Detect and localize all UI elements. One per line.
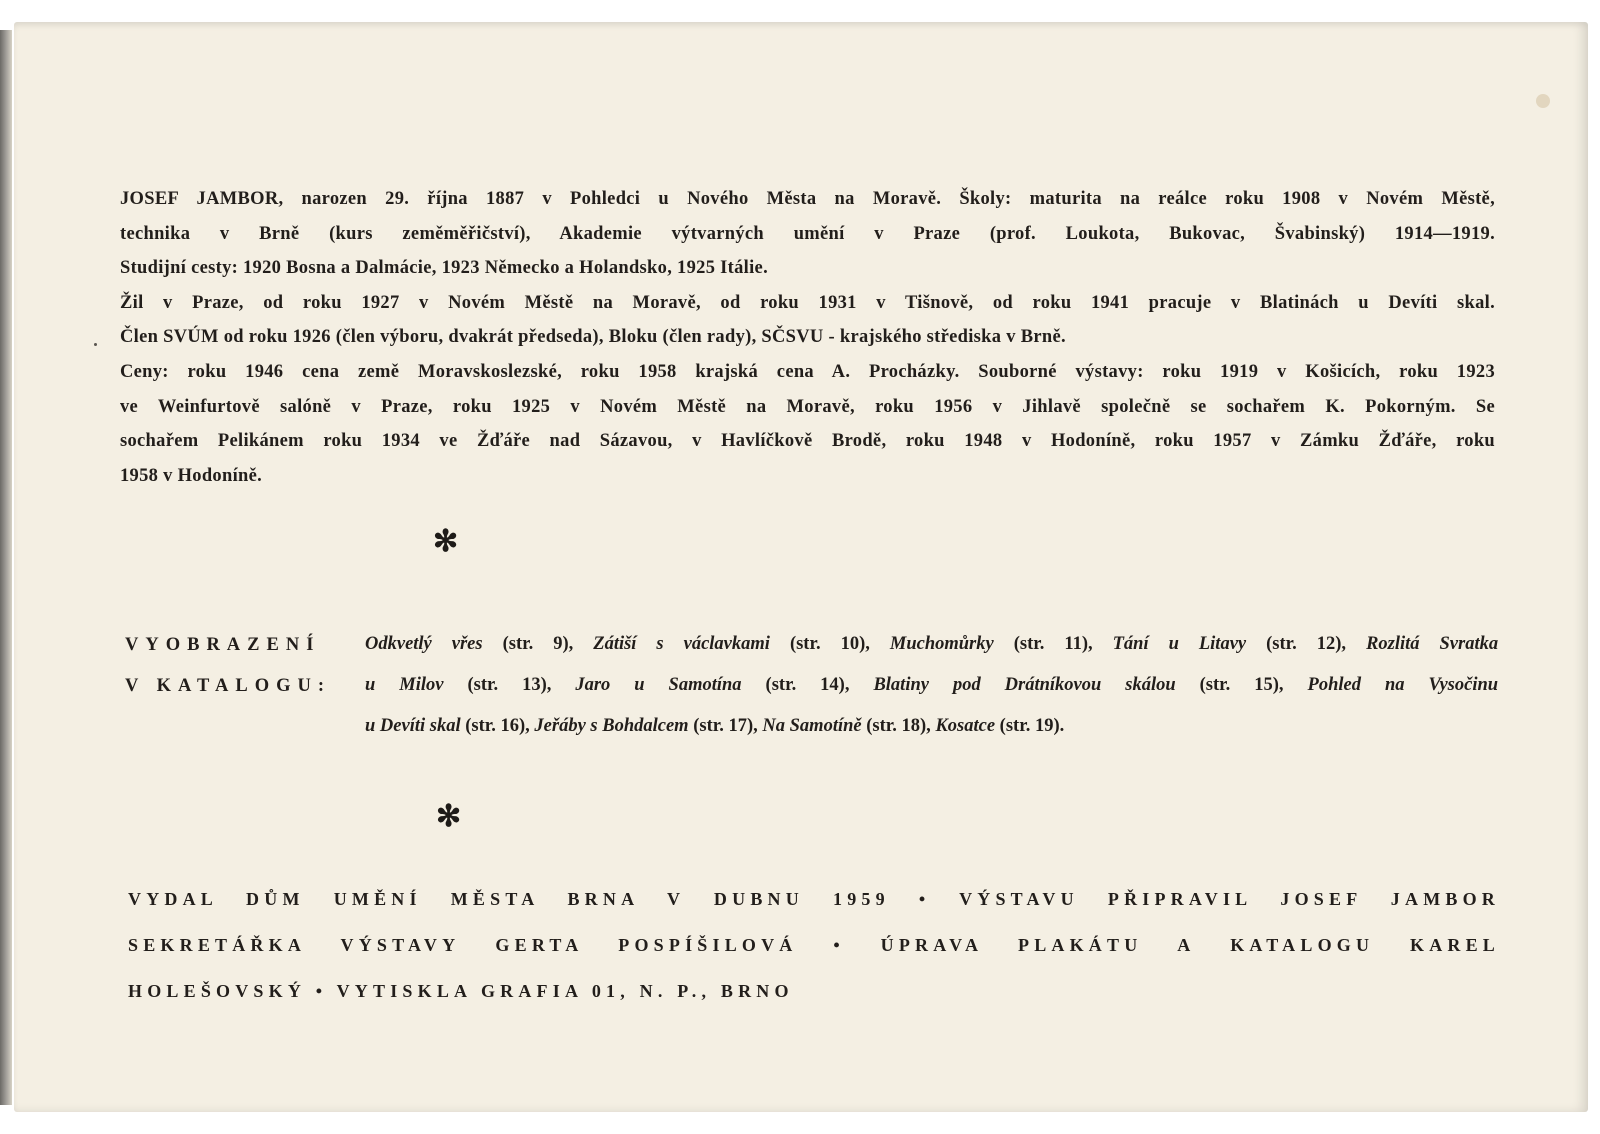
artwork-title: Odkvetlý vřes bbox=[365, 634, 483, 654]
bio-line: 1958 v Hodoníně. bbox=[120, 465, 263, 486]
bio-line: Studijní cesty: 1920 Bosna a Dalmácie, 1923 Německo a Holandsko, 1925 Itálie. bbox=[120, 258, 768, 279]
bio-line: sochařem Pelikánem roku 1934 ve Žďáře nad Sázavou, v Havlíčkově Brodě, roku 1948 v Hodoníně, roku 1957 v Zámku Žďáře, roku bbox=[120, 431, 1495, 452]
artwork-page: (str. 17), bbox=[693, 716, 758, 736]
artwork-title: Muchomůrky bbox=[889, 634, 994, 654]
artwork-page: (str. 13), bbox=[467, 675, 552, 695]
artwork-page: (str. 16), bbox=[465, 716, 530, 736]
bio-line: Ceny: roku 1946 cena země Moravskoslezské, roku 1958 krajská cena A. Procházky. Souborné výstavy: roku 1919 v Košicích, roku 1923 bbox=[120, 361, 1495, 382]
artwork-page: (str. 11), bbox=[1013, 634, 1093, 654]
artwork-page: (str. 9), bbox=[502, 634, 574, 654]
catalog-label bbox=[125, 625, 331, 707]
artwork-title: Blatiny pod Drátníkovou skálou bbox=[873, 675, 1176, 695]
colophon-line: HOLEŠOVSKÝ • VYTISKLA GRAFIA 01, N. P., BRNO bbox=[128, 981, 794, 1001]
bio-line: technika v Brně (kurs zeměměřičství), Akademie výtvarných umění v Praze (prof. Loukota, Bukovac, Švabinský) 1914—1919. bbox=[120, 223, 1495, 244]
catalog-line bbox=[365, 624, 1498, 665]
artwork-title: Zátiší s václavkami bbox=[593, 634, 770, 654]
bio-line: ve Weinfurtově salóně v Praze, roku 1925 v Novém Městě na Moravě, roku 1956 v Jihlavě společně se sochařem K. Pokorným. Se bbox=[120, 396, 1495, 417]
artwork-title: Kosatce bbox=[935, 716, 996, 736]
colophon-line: VYDAL DŮM UMĚNÍ MĚSTA BRNA V DUBNU 1959 • VÝSTAVU PŘIPRAVIL JOSEF JAMBOR bbox=[128, 889, 1500, 909]
artwork-title: Jaro u Samotína bbox=[575, 675, 742, 695]
artwork-title: Rozlitá Svratka bbox=[1366, 634, 1499, 654]
bio-line: Žil v Praze, od roku 1927 v Novém Městě na Moravě, od roku 1931 v Tišnově, od roku 1941 pracuje v Blatinách u Devíti skal. bbox=[120, 292, 1495, 313]
artwork-page: (str. 15), bbox=[1199, 675, 1284, 695]
bio-line: JOSEF JAMBOR, narozen 29. října 1887 v Pohledci u Nového Města na Moravě. Školy: maturita na reálce roku 1908 v Novém Městě, bbox=[120, 189, 1495, 209]
catalog-list bbox=[365, 624, 1498, 747]
artwork-page: (str. 18), bbox=[866, 716, 931, 736]
catalog-label-line1: VYOBRAZENÍ bbox=[125, 635, 321, 655]
bio-line: Člen SVÚM od roku 1926 (člen výboru, dvakrát předseda), Bloku (člen rady), SČSVU - krajského střediska v Brně. bbox=[120, 327, 1066, 348]
artwork-page: (str. 10), bbox=[789, 634, 870, 654]
catalog-line bbox=[365, 665, 1498, 706]
colophon-block bbox=[128, 876, 1500, 1014]
artwork-page: (str. 19). bbox=[999, 716, 1065, 736]
booklet-spine bbox=[0, 30, 12, 1105]
catalog-line bbox=[365, 706, 1498, 747]
artwork-title: Pohled na Vysočinu bbox=[1307, 675, 1499, 695]
paper-speck bbox=[94, 343, 97, 346]
artwork-page: (str. 12), bbox=[1266, 634, 1347, 654]
biography-block bbox=[120, 182, 1495, 493]
artwork-title: Na Samotíně bbox=[762, 716, 862, 736]
artwork-page: (str. 14), bbox=[765, 675, 850, 695]
colophon-line: SEKRETÁŘKA VÝSTAVY GERTA POSPÍŠILOVÁ • ÚPRAVA PLAKÁTU A KATALOGU KAREL bbox=[128, 935, 1500, 955]
artwork-title: Tání u Litavy bbox=[1112, 634, 1247, 654]
artwork-title: Jeřáby s Bohdalcem bbox=[534, 716, 689, 736]
separator-ornament: ✻ bbox=[436, 800, 462, 833]
separator-ornament: ✻ bbox=[433, 525, 459, 558]
paper-stain bbox=[1536, 94, 1550, 108]
artwork-title: u Milov bbox=[365, 675, 444, 695]
catalog-label-line2: V KATALOGU: bbox=[125, 676, 331, 696]
artwork-title: u Devíti skal bbox=[365, 716, 461, 736]
